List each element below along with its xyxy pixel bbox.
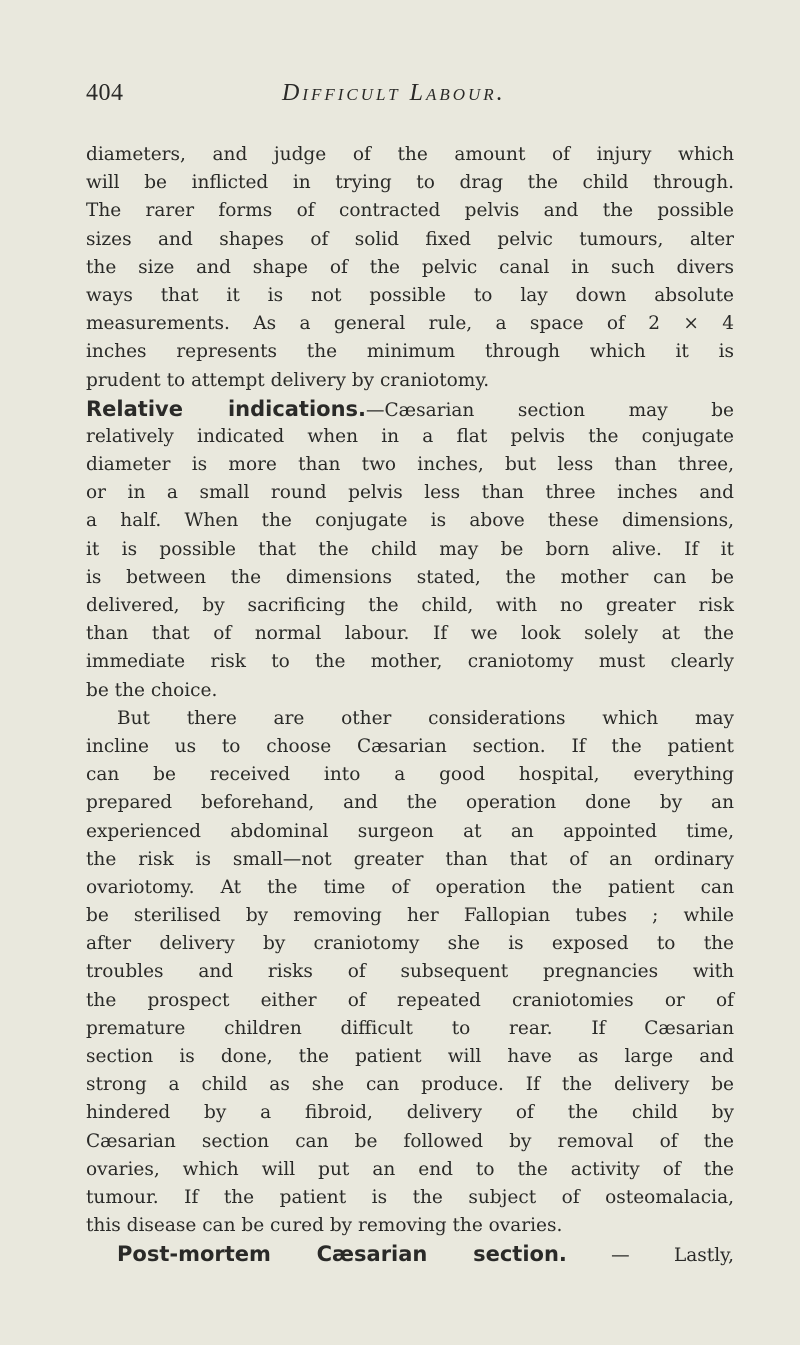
running-title: Difficult Labour. bbox=[282, 80, 506, 106]
text-line bbox=[86, 1212, 734, 1240]
text-line bbox=[86, 479, 734, 507]
text-line bbox=[86, 338, 734, 366]
line-text: diameter is more than two inches, but less than three, bbox=[86, 454, 734, 476]
text-line bbox=[86, 1015, 734, 1043]
line-text: will be inflicted in trying to drag the child through. bbox=[86, 172, 734, 194]
line-text: be the choice. bbox=[86, 679, 218, 701]
text-line bbox=[86, 310, 734, 338]
text-line bbox=[86, 677, 734, 705]
line-text: can be received into a good hospital, everything bbox=[86, 764, 734, 786]
line-text: hindered by a fibroid, delivery of the child by bbox=[86, 1102, 734, 1124]
text-line bbox=[86, 1099, 734, 1127]
text-line bbox=[86, 902, 734, 930]
text-line bbox=[86, 1184, 734, 1212]
text-line bbox=[86, 818, 734, 846]
line-text: But there are other considerations which may bbox=[117, 707, 734, 729]
line-text: —Cæsarian section may be bbox=[366, 399, 734, 421]
line-text: Cæsarian section can be followed by removal of the bbox=[86, 1130, 734, 1152]
line-text: after delivery by craniotomy she is exposed to the bbox=[86, 933, 734, 955]
text-line bbox=[86, 846, 734, 874]
line-text: diameters, and judge of the amount of injury which bbox=[86, 144, 734, 165]
section-heading: Relative indications. bbox=[86, 396, 367, 421]
text-line bbox=[86, 930, 734, 958]
text-line bbox=[86, 733, 734, 761]
text-line bbox=[86, 1043, 734, 1071]
text-line bbox=[86, 592, 734, 620]
line-text: a half. When the conjugate is above these dimensions, bbox=[86, 510, 734, 532]
line-text: ovariotomy. At the time of operation the patient can bbox=[86, 876, 734, 898]
line-text: tumour. If the patient is the subject of osteomalacia, bbox=[86, 1186, 734, 1208]
text-line bbox=[86, 1240, 734, 1268]
text-line bbox=[86, 197, 734, 225]
line-text: inches represents the minimum through which it is bbox=[86, 341, 734, 363]
text-line bbox=[86, 282, 734, 310]
text-line bbox=[86, 620, 734, 648]
text-line bbox=[86, 1071, 734, 1099]
text-line bbox=[86, 423, 734, 451]
line-text: ways that it is not possible to lay down absolute bbox=[86, 284, 734, 306]
line-text: The rarer forms of contracted pelvis and the possible bbox=[86, 200, 734, 222]
line-text: immediate risk to the mother, craniotomy must clearly bbox=[86, 651, 734, 673]
line-text: premature children difficult to rear. If Cæsarian bbox=[86, 1017, 734, 1039]
text-line bbox=[86, 1128, 734, 1156]
line-text: experienced abdominal surgeon at an appointed time, bbox=[86, 820, 734, 842]
text-line bbox=[86, 169, 734, 197]
line-text: be sterilised by removing her Fallopian tubes ; while bbox=[86, 905, 734, 927]
section-heading: Post-mortem Cæsarian section. bbox=[117, 1242, 567, 1267]
text-line bbox=[86, 367, 734, 395]
text-line bbox=[86, 141, 734, 169]
line-text: the size and shape of the pelvic canal in such divers bbox=[86, 256, 734, 278]
text-line bbox=[86, 648, 734, 676]
text-line bbox=[86, 226, 734, 254]
text-line bbox=[86, 395, 734, 423]
line-text: delivered, by sacrificing the child, with no greater risk bbox=[86, 595, 734, 616]
text-line bbox=[86, 958, 734, 986]
text-line bbox=[86, 451, 734, 479]
line-text: the risk is small—not greater than that of an ordinary bbox=[86, 848, 734, 870]
line-text: or in a small round pelvis less than three inches and bbox=[86, 482, 734, 504]
text-line bbox=[86, 987, 734, 1015]
line-text: ovaries, which will put an end to the activity of the bbox=[86, 1158, 734, 1180]
text-line bbox=[86, 1156, 734, 1184]
line-text: prudent to attempt delivery by craniotomy. bbox=[86, 369, 490, 391]
line-text: sizes and shapes of solid fixed pelvic tumours, alter bbox=[86, 228, 734, 250]
line-text: than that of normal labour. If we look solely at the bbox=[86, 623, 734, 645]
text-line bbox=[86, 564, 734, 592]
line-text: troubles and risks of subsequent pregnancies with bbox=[86, 961, 734, 983]
text-line bbox=[86, 789, 734, 817]
text-line bbox=[86, 874, 734, 902]
line-text: it is possible that the child may be born alive. If it bbox=[86, 538, 734, 560]
text-line bbox=[86, 705, 734, 733]
line-text: prepared beforehand, and the operation done by an bbox=[86, 792, 734, 814]
body-text bbox=[86, 141, 734, 1269]
line-text: strong a child as she can produce. If the delivery be bbox=[86, 1074, 734, 1096]
line-text: relatively indicated when in a flat pelvis the conjugate bbox=[86, 425, 734, 447]
page-header bbox=[86, 80, 726, 120]
page-number: 404 bbox=[86, 80, 124, 106]
line-text: is between the dimensions stated, the mother can be bbox=[86, 566, 734, 588]
line-text: measurements. As a general rule, a space of 2 × 4 bbox=[86, 313, 734, 335]
line-text: — Lastly, bbox=[566, 1245, 734, 1267]
line-text: section is done, the patient will have as large and bbox=[86, 1046, 734, 1067]
line-text: incline us to choose Cæsarian section. If the patient bbox=[86, 735, 734, 757]
text-line bbox=[86, 254, 734, 282]
line-text: the prospect either of repeated craniotomies or of bbox=[86, 989, 734, 1011]
line-text: this disease can be cured by removing the ovaries. bbox=[86, 1215, 563, 1237]
text-line bbox=[86, 761, 734, 789]
text-line bbox=[86, 507, 734, 535]
text-line bbox=[86, 536, 734, 564]
